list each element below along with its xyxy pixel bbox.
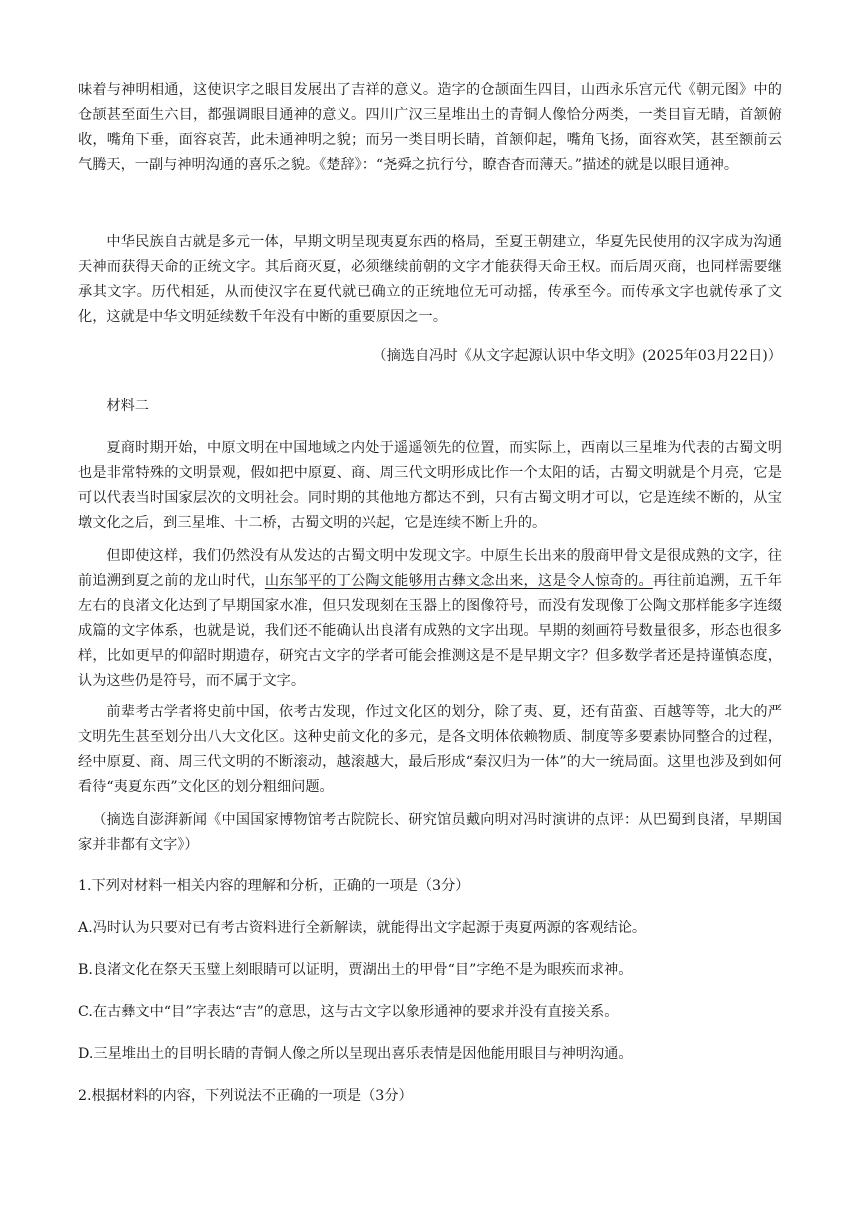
question-1-option-a: A.冯时认为只要对已有考古资料进行全新解读，就能得出文字起源于夷夏两源的客观结论。: [78, 920, 647, 936]
material1-source: （摘选自冯时《从文字起源认识中华文明》(2025年03月22日)）: [372, 348, 782, 364]
question-1-stem: 1.下列对材料一相关内容的理解和分析，正确的一项是（3分）: [78, 878, 470, 894]
question-1-option-b: B.良渚文化在祭天玉璧上刻眼睛可以证明，贾湖出土的甲骨“目”字绝不是为眼疾而求神。: [78, 962, 633, 978]
material2-paragraph-3: 前辈考古学者将史前中国，依考古发现，作过文化区的划分，除了夷、夏，还有苗蛮、百越等等，北大的严文明先生甚至划分出八大文化区。这种史前文化的多元，是各文明体依赖物质、制度等多要素协同整合的过程，经中原夏、商、周三代文明的不断滚动，越滚越大，最后形成“秦汉归为一体”的大一统局面。这里也涉及到如何看待“夷夏东西”文化区的划分粗细问题。: [78, 704, 782, 795]
material1-paragraph-2: 中华民族自古就是多元一体，早期文明呈现夷夏东西的格局，至夏王朝建立，华夏先民使用的汉字成为沟通天神而获得天命的正统文字。其后商灭夏，必须继续前朝的文字才能获得天命王权。而后周灭商，也同样需要继承其文字。历代相延，从而使汉字在夏代就已确立的正统地位无可动摇，传承至今。而传承文字也就传承了文化，这就是中华文明延续数千年没有中断的重要原因之一。: [78, 234, 782, 325]
material2-paragraph-2: [78, 544, 782, 694]
material2-heading: 材料二: [106, 398, 149, 414]
underlined-sentence: 山东邹平的丁公陶文能够用古彝文念出来，这是令人惊奇的。: [264, 573, 653, 589]
question-1-option-c: C.在古彝文中“目”字表达“吉”的意思，这与古文字以象形通神的要求并没有直接关系。: [78, 1004, 619, 1020]
material2-paragraph-2-part-a: 但即使这样，我们仍然没有从发达的古蜀文明中发现文字。中原生长出来的殷商甲骨文是很成熟的文字，往前追溯到夏之前的龙山时代，: [78, 548, 782, 589]
material1-paragraph-continued: 味着与神明相通，这使识字之眼目发展出了吉祥的意义。造字的仓颉面生四目，山西永乐宫元代《朝元图》中的仓颉甚至面生六目，都强调眼目通神的意义。四川广汉三星堆出土的青铜人像恰分两类，一类目盲无睛，首颔俯收，嘴角下垂，面容哀苦，此未通神明之貌；而另一类目明长睛，首颔仰起，嘴角飞扬，面容欢笑，甚至额前云气腾天，一副与神明沟通的喜乐之貌。《楚辞》：“尧舜之抗行兮，瞭杳杳而薄天。”描述的就是以眼目通神。: [78, 82, 782, 173]
question-2-stem: 2.根据材料的内容，下列说法不正确的一项是（3分）: [78, 1088, 413, 1104]
material2-paragraph-2-part-b: 再往前追溯，五千年左右的良渚文化达到了早期国家水准，但只发现刻在玉器上的图像符号，而没有发现像丁公陶文那样能多字连缀成篇的文字体系，也就是说，我们还不能确认出良渚有成熟的文字出现。早期的刻画符号数量很多，形态也很多样，比如更早的仰韶时期遗存，研究古文字的学者可能会推测这是不是早期文字？但多数学者还是持谨慎态度，认为这些仍是符号，而不属于文字。: [78, 573, 782, 689]
question-1-option-d: D.三星堆出土的目明长睛的青铜人像之所以呈现出喜乐表情是因他能用眼目与神明沟通。: [78, 1046, 633, 1062]
material2-source: （摘选自澎湃新闻《中国国家博物馆考古院院长、研究馆员戴向明对冯时演讲的点评：从巴蜀到良渚，早期国家并非都有文字》）: [78, 812, 782, 853]
material2-paragraph-1: 夏商时期开始，中原文明在中国地域之内处于遥遥领先的位置，而实际上，西南以三星堆为代表的古蜀文明也是非常特殊的文明景观，假如把中原夏、商、周三代文明形成比作一个太阳的话，古蜀文明就是个月亮，它是可以代表当时国家层次的文明社会。同时期的其他地方都达不到，只有古蜀文明才可以，它是连续不断的，从宝墩文化之后，到三星堆、十二桥，古蜀文明的兴起，它是连续不断上升的。: [78, 440, 782, 531]
